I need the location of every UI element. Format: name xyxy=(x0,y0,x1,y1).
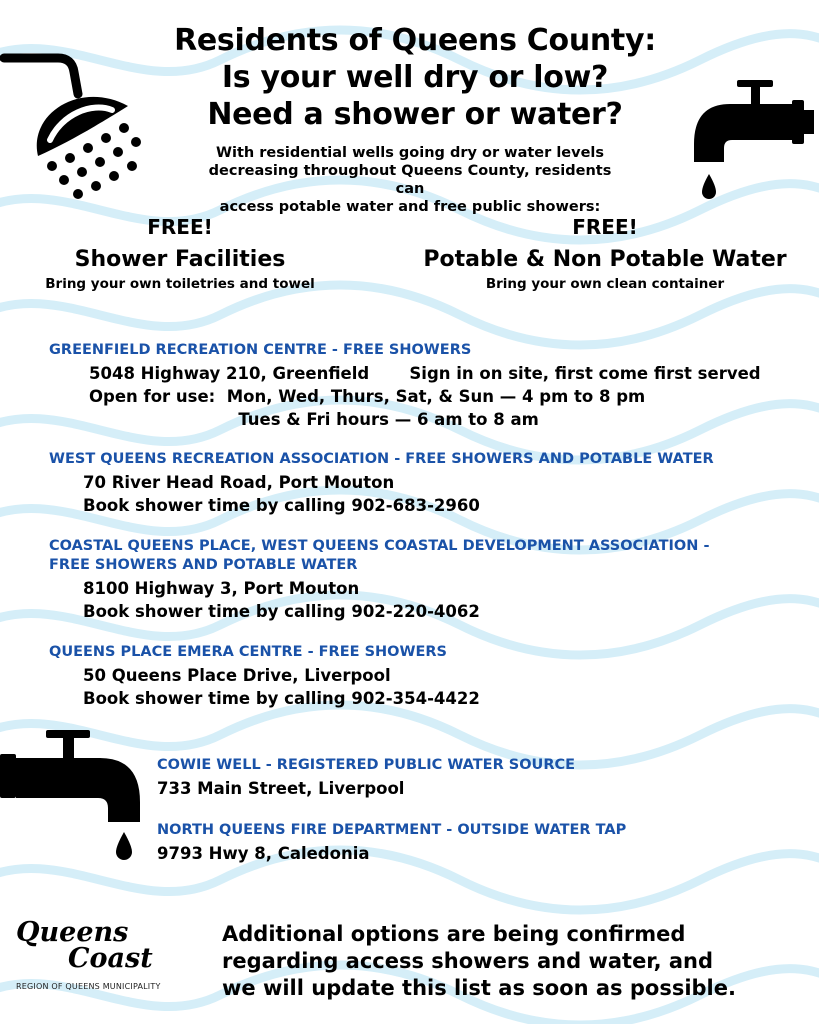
section-heading: Shower Facilities xyxy=(74,247,286,272)
logo-line-queens: Queens xyxy=(16,917,129,948)
location-title: COASTAL QUEENS PLACE, WEST QUEENS COASTAL DEVELOPMENT ASSOCIATION - xyxy=(49,538,710,554)
free-label: FREE! xyxy=(572,215,638,239)
water-section xyxy=(410,215,800,293)
location-title: GREENFIELD RECREATION CENTRE - FREE SHOWERS xyxy=(49,342,472,358)
location-line: Book shower time by calling 902-354-4422 xyxy=(83,689,480,708)
location-line: Tues & Fri hours — 6 am to 8 am xyxy=(89,410,539,429)
location-cowie-well xyxy=(157,756,797,800)
footer-note xyxy=(222,921,782,1002)
section-heading: Potable & Non Potable Water xyxy=(423,247,787,272)
location-title: WEST QUEENS RECREATION ASSOCIATION - FREE SHOWERS AND POTABLE WATER xyxy=(49,451,714,467)
section-subtext: Bring your own clean container xyxy=(485,276,725,292)
title-line: Residents of Queens County: xyxy=(174,23,656,58)
logo-line-coast: Coast xyxy=(68,943,153,974)
title-line: Need a shower or water? xyxy=(207,97,623,132)
location-title: NORTH QUEENS FIRE DEPARTMENT - OUTSIDE WATER TAP xyxy=(157,822,627,838)
queens-coast-logo xyxy=(16,917,206,991)
location-line: 733 Main Street, Liverpool xyxy=(157,779,405,798)
location-north-queens-fire xyxy=(157,821,797,865)
section-subtext: Bring your own toiletries and towel xyxy=(45,276,315,292)
shower-facilities-section xyxy=(10,215,350,293)
intro-line: access potable water and free public showers: xyxy=(219,199,601,215)
title-line: Is your well dry or low? xyxy=(221,60,609,95)
logo-subtitle: REGION OF QUEENS MUNICIPALITY xyxy=(16,982,161,991)
location-line: 5048 Highway 210, Greenfield Sign in on site, first come first served xyxy=(89,364,761,383)
footer-line: Additional options are being confirmed xyxy=(222,922,686,946)
water-tap-icon xyxy=(0,728,145,870)
location-line: Book shower time by calling 902-220-4062 xyxy=(83,602,480,621)
location-coastal-queens-place xyxy=(49,537,809,623)
free-label: FREE! xyxy=(147,215,213,239)
water-tap-icon xyxy=(690,78,819,202)
page-title xyxy=(130,22,700,133)
location-emera-centre xyxy=(49,643,809,710)
location-title: COWIE WELL - REGISTERED PUBLIC WATER SOURCE xyxy=(157,757,576,773)
footer-line: we will update this list as soon as possible. xyxy=(222,976,736,1000)
location-title: QUEENS PLACE EMERA CENTRE - FREE SHOWERS xyxy=(49,644,447,660)
location-line: 9793 Hwy 8, Caledonia xyxy=(157,844,370,863)
intro-line: With residential wells going dry or water levels xyxy=(215,145,605,161)
intro-text xyxy=(195,144,625,216)
location-title: FREE SHOWERS AND POTABLE WATER xyxy=(49,557,358,573)
intro-line: decreasing throughout Queens County, residents can xyxy=(208,163,612,197)
location-line: 50 Queens Place Drive, Liverpool xyxy=(83,666,391,685)
location-line: 70 River Head Road, Port Mouton xyxy=(83,473,395,492)
location-line: 8100 Highway 3, Port Mouton xyxy=(83,579,360,598)
footer-line: regarding access showers and water, and xyxy=(222,949,714,973)
location-line: Open for use: Mon, Wed, Thurs, Sat, & Sun — 4 pm to 8 pm xyxy=(89,387,646,406)
location-line: Book shower time by calling 902-683-2960 xyxy=(83,496,480,515)
location-greenfield xyxy=(49,341,809,431)
location-west-queens xyxy=(49,450,809,517)
